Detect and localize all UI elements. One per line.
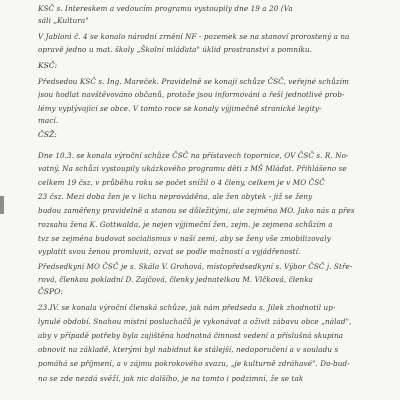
handwritten-line-24: no se zde nezdá svěží, jak nic dalšího, je na tomto i podzimní, že se tak	[38, 374, 304, 383]
handwritten-line-3: V Jabloni č. 4 se konalo národní zrnění NF - pozemek se na stanoví prorostený a na	[38, 32, 350, 41]
handwritten-line-5: Předsedou KSČ s. Ing. Mareček. Pravidelně se konají schůze ČSČ, veřejné schůzím	[38, 77, 349, 86]
handwritten-line-13: budou zaměřeny pravidelně a stanou se důležitými, ale zejména MO. Jako nás a přes	[38, 206, 355, 215]
handwritten-line-20: lynulé období. Snahou místní posluchačů je vykonávat a oživit zábavu obce „nálad",	[38, 317, 352, 326]
handwritten-line-18: rová, členkou pokladní D. Zajčová, členky jednatelkou M. Vlčková, členka	[38, 275, 314, 284]
handwritten-line-19: 23.IV. se konala výroční členská schůze, jak nám předseda s. Jilek zhodnotil up-	[38, 303, 336, 312]
handwritten-line-22: obnovit na základě, kterými byl nabídnut ke stálejší, nedoporučení a v souladu s	[38, 345, 339, 354]
handwritten-line-12: 23 čsz. Mezi doba žen je v lichu neprováděna, ale žen obytek - již se ženy	[38, 192, 313, 201]
heading-cspo: ČSPO:	[38, 287, 63, 296]
heading-csz: ČSŽ:	[38, 130, 57, 139]
handwritten-line-6: jsou hodlat navštěvováno občanů, protože jsou informováni a řeší jednotlivé prob-	[38, 90, 345, 99]
handwritten-line-2: sáli „Kultura"	[38, 16, 89, 25]
handwritten-line-23: pomáhá se příjmení, a v zájmu pokrokového svazu, „je kulturně zdráhavé". Do-bud-	[38, 359, 350, 368]
handwritten-line-14: rozsahu žena K. Gottwalda, je nejen výjimeční žen, zejm. je zejmena schůzím a	[38, 220, 333, 229]
handwritten-line-8: mací.	[38, 116, 59, 125]
handwritten-line-4: opravě jedno u mat. školy „Školní mláďata" úklid prostranství s pomníku.	[38, 45, 313, 54]
handwritten-line-10: vatný. Na schůzi vystoupily ukázkového programu děti z MŠ Mláďat. Přihlášeno se	[38, 164, 347, 173]
handwritten-line-21: aby v případě potřeby byla zajištěna hodnotná činnost vedení a příslušná skupina	[38, 331, 344, 340]
handwritten-line-15: tvz se zejména budovat socialismus v naší zemi, aby se ženy vše zmobilizovaly	[38, 234, 331, 243]
handwritten-line-9: Dne 10.3. se konala výroční schůze ČSČ na přístavech topornice, OV ČSČ s. R. No-	[38, 151, 349, 160]
handwritten-line-7: lémy vyplývající se obce. V tomto roce se konaly výjimečně stranické legity-	[38, 104, 322, 113]
handwritten-line-1: KSČ s. Intereskem a vedoucím programu vystoupily dne 19 a 20 (Va	[38, 4, 293, 13]
scan-edge-mark	[0, 196, 4, 214]
heading-ksc: KSČ:	[38, 61, 58, 70]
handwritten-line-16: vyplatit svou ženou promluvit, ozvat se podle možností a vyjádřeností.	[38, 247, 301, 256]
handwritten-line-11: celkem 19 čsz, v průběhu roku se počet snížil o 4 členy, celkem je v MO ČSČ	[38, 178, 325, 187]
handwritten-line-17: Předsedkyní MO ČSČ je s. Skála V. Grohová, místopředsedkyní s. Výbor ČSČ j. Stře-	[38, 262, 353, 271]
